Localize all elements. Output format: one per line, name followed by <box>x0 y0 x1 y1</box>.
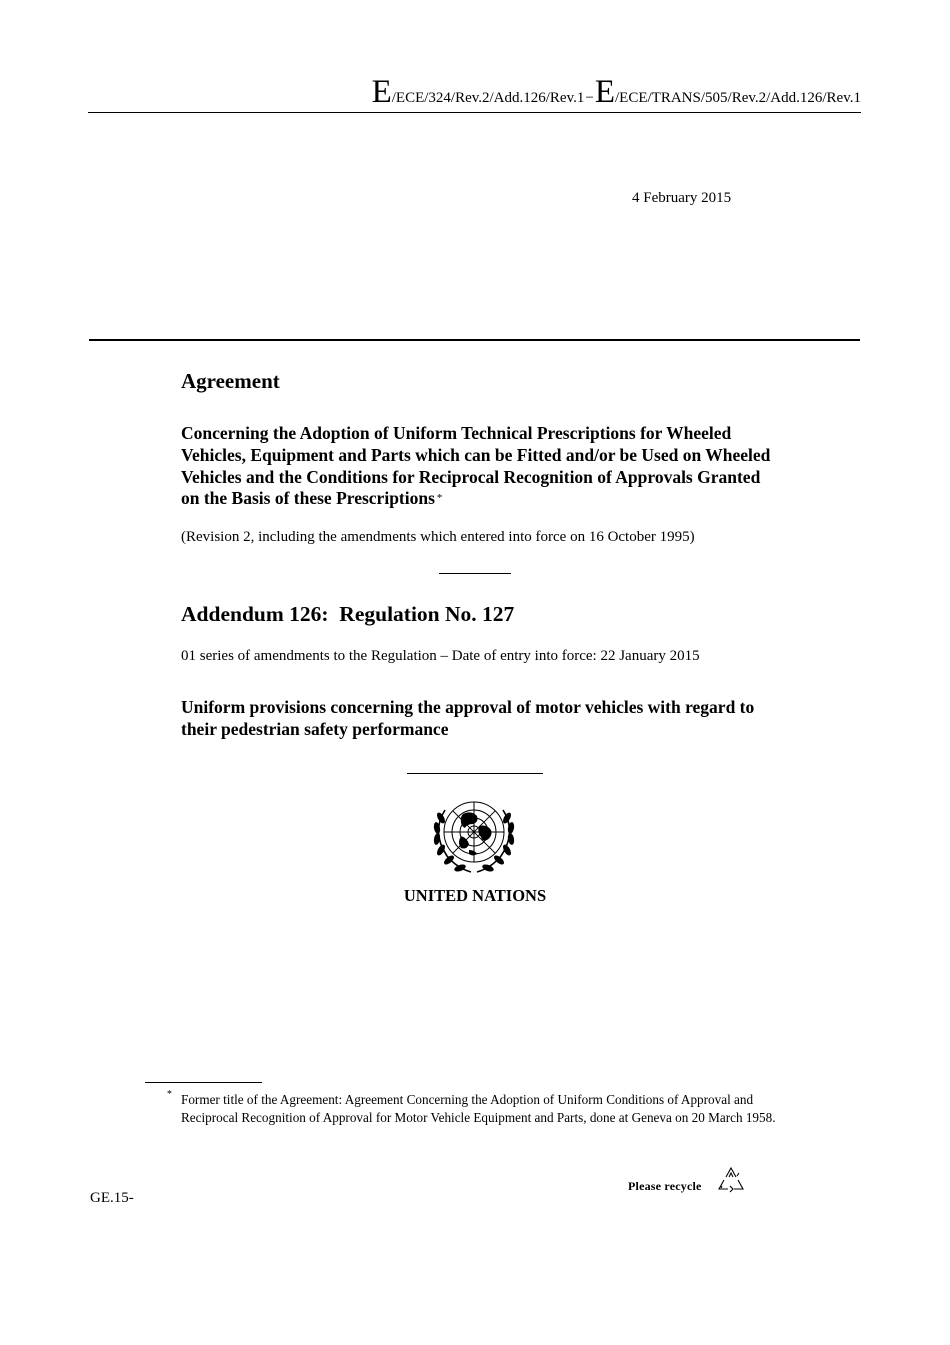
un-emblem-icon <box>423 790 525 882</box>
footnote-marker: * <box>167 1089 172 1100</box>
series-note: 01 series of amendments to the Regulation – Date of entry into force: 22 January 2015 <box>181 648 700 664</box>
regulation-title: Uniform provisions concerning the approval of motor vehicles with regard to their pedestrian safety performance <box>181 697 755 739</box>
job-number: GE.15- <box>90 1190 134 1206</box>
footnote-text: Former title of the Agreement: Agreement Concerning the Adoption of Uniform Conditions of Approval and Reciprocal Recognition of Approval for Motor Vehicle Equipment and Parts, done at Geneva on 20 March 1958. <box>181 1092 776 1125</box>
symbol-code-2: /ECE/TRANS/505/Rev.2/Add.126/Rev.1 <box>615 90 861 106</box>
document-date: 4 February 2015 <box>632 190 732 206</box>
agreement-title <box>181 423 781 510</box>
symbol-separator: − <box>585 90 594 106</box>
addendum-heading: Addendum 126: Regulation No. 127 <box>181 602 515 626</box>
recycle-label: Please recycle <box>628 1179 702 1193</box>
section-divider <box>407 773 543 774</box>
revision-note: (Revision 2, including the amendments which entered into force on 16 October 1995) <box>181 529 695 545</box>
recycle-icon <box>716 1165 746 1195</box>
document-symbol <box>88 74 861 113</box>
agreement-title-text: Concerning the Adoption of Uniform Technical Prescriptions for Wheeled Vehicles, Equipment and Parts which can be Fitted and/or be Used on Wheeled Vehicles and the Conditions for Reciprocal Recognition of Approvals Granted on the Basis of these Prescriptions <box>181 423 771 509</box>
symbol-code-1: /ECE/324/Rev.2/Add.126/Rev.1 <box>391 90 585 106</box>
footnote-separator <box>145 1082 262 1083</box>
section-divider <box>439 573 511 574</box>
organization-name: UNITED NATIONS <box>403 886 547 905</box>
header-divider <box>89 339 860 341</box>
symbol-letter-1: E <box>371 74 392 110</box>
recycle-notice <box>628 1165 758 1197</box>
agreement-heading: Agreement <box>181 369 280 393</box>
footnote-reference[interactable]: * <box>436 492 443 505</box>
symbol-letter-2: E <box>594 74 616 110</box>
